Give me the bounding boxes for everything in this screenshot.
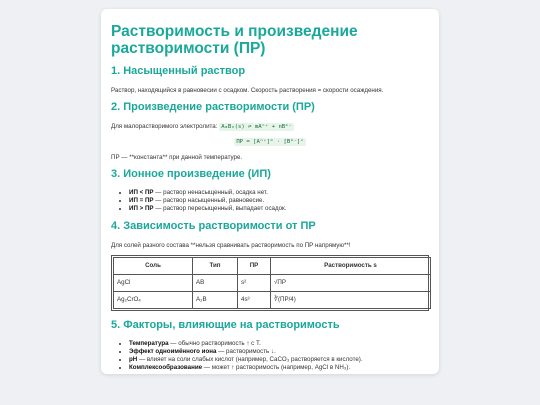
section-heading-ion-product: 3. Ионное произведение (ИП) <box>111 168 271 180</box>
table-cell: s² <box>238 274 271 291</box>
list-item-bold: pH <box>129 356 138 364</box>
list-item-bold: Комплексообразование <box>129 364 203 372</box>
section-heading-saturated: 1. Насыщенный раствор <box>111 65 246 77</box>
list-item-text: — обычно растворимость ↑ с T. <box>168 339 261 347</box>
list-item <box>129 356 429 364</box>
list-item-text: — раствор пересыщенный, выпадает осадок. <box>153 205 287 213</box>
page-title: Растворимость и произведение растворимости (ПР) <box>111 23 358 57</box>
list-item-bold: Температура <box>129 339 169 347</box>
table-row <box>114 291 431 308</box>
table-cell: Ag₂CrO₄ <box>114 291 193 308</box>
ion-product-list <box>111 189 429 214</box>
list-item <box>129 340 429 348</box>
list-item <box>129 205 429 213</box>
section-heading-solubility-vs-ksp: 4. Зависимость растворимости от ПР <box>111 219 316 232</box>
ksp-formula-line <box>111 137 429 147</box>
list-item-bold: ИП = ПР <box>129 197 154 205</box>
section-heading-factors: 5. Факторы, влияющие на растворимость <box>111 318 340 331</box>
table-cell: A₂B <box>193 291 238 308</box>
solubility-warning: Для солей разного состава **нельзя сравнивать растворимость по ПР напрямую**! <box>111 241 351 249</box>
content-card <box>101 9 439 374</box>
saturated-definition: Раствор, находящийся в равновесии с осадком. Скорость растворения = скорости осаждения. <box>111 87 384 94</box>
table-cell: AB <box>193 274 238 291</box>
col-header-solubility: Растворимость s <box>271 257 431 274</box>
list-item <box>129 364 429 372</box>
col-header-salt: Соль <box>114 257 193 274</box>
list-item-bold: Эффект одноимённого иона <box>129 347 217 355</box>
table-cell: AgCl <box>114 274 193 291</box>
table-row <box>114 274 431 291</box>
list-item-text: — растворимость ↓. <box>216 347 276 355</box>
list-item <box>129 189 429 197</box>
solubility-table-frame <box>111 255 429 311</box>
col-header-ksp: ПР <box>238 257 271 274</box>
list-item-bold: ИП > ПР <box>129 205 154 213</box>
ksp-intro-line <box>111 122 429 132</box>
table-cell: ∛(ПР/4) <box>271 291 431 308</box>
ksp-formula: ПР = [Aⁿ⁺]ᵐ · [Bᵐ⁻]ⁿ <box>236 139 304 145</box>
col-header-type: Тип <box>193 257 238 274</box>
factors-list <box>111 340 429 373</box>
table-cell: 4s³ <box>238 291 271 308</box>
list-item-text: — может ↑ растворимость (например, AgCl в NH₃). <box>202 364 351 372</box>
dissociation-equation: AₘBₙ(s) ⇌ mAⁿ⁺ + nBᵐ⁻ <box>221 124 292 130</box>
list-item-text: — влияет на соли слабых кислот (например, CaCO₃ растворяется в кислоте). <box>137 356 363 364</box>
table-cell: √ПР <box>271 274 431 291</box>
list-item <box>129 348 429 356</box>
ksp-note: ПР — **константа** при данной температуре. <box>111 154 243 161</box>
list-item-bold: ИП < ПР <box>129 189 154 196</box>
list-item-text: — раствор насыщенный, равновесие. <box>153 197 265 205</box>
table-header-row <box>114 257 431 274</box>
list-item <box>129 197 429 205</box>
section-heading-ksp: 2. Произведение растворимости (ПР) <box>111 101 315 113</box>
ksp-intro-text: Для малорастворимого электролита: <box>111 123 218 130</box>
solubility-table <box>113 257 431 309</box>
list-item-text: — раствор ненасыщенный, осадка нет. <box>153 189 268 196</box>
